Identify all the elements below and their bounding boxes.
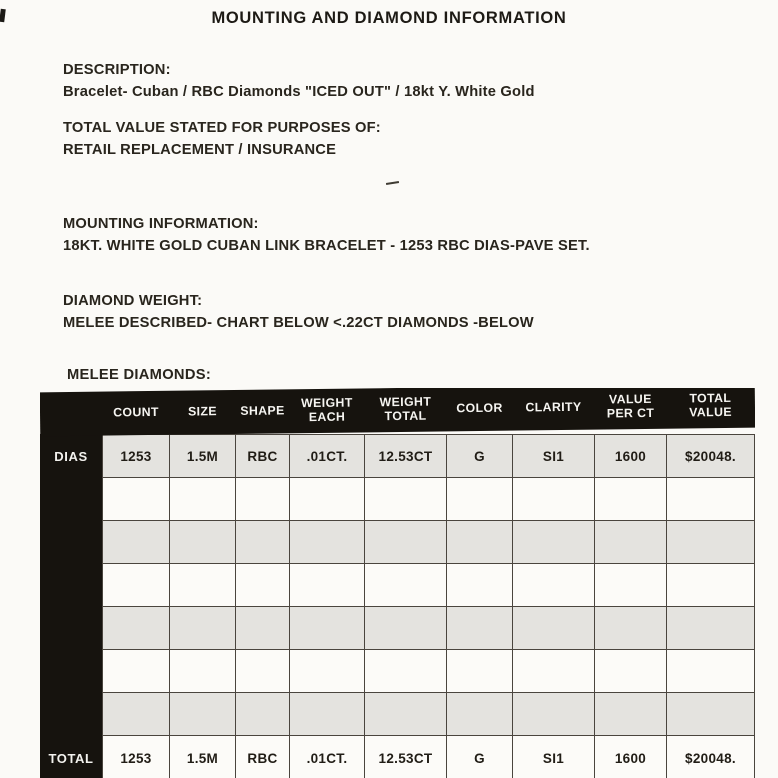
- cell-empty-4-total-value: [667, 607, 754, 649]
- row-label-total: TOTAL: [40, 735, 102, 778]
- stray-pen-mark: [386, 181, 399, 185]
- section-line: 18KT. WHITE GOLD CUBAN LINK BRACELET - 1253 RBC DIAS-PAVE SET.: [63, 238, 590, 254]
- cell-empty-2-weight-each: [290, 521, 364, 563]
- header-corner-cell: [40, 414, 102, 415]
- cell-empty-5-weight-each: [290, 650, 364, 692]
- row-label-dias: DIAS: [40, 434, 102, 478]
- section-mounting-information: [63, 213, 590, 257]
- cell-empty-1-color: [447, 478, 512, 520]
- cell-total-clarity: SI1: [513, 736, 594, 778]
- cell-empty-1-value-per-ct: [595, 478, 666, 520]
- cell-empty-2-size: [170, 521, 235, 563]
- row-label-empty-1: [40, 477, 102, 521]
- cell-empty-1-weight-total: [365, 478, 446, 520]
- table-header-row: [40, 388, 755, 436]
- cell-empty-5-value-per-ct: [595, 650, 666, 692]
- row-label-empty-4: [40, 606, 102, 650]
- melee-diamonds-caption: MELEE DIAMONDS:: [67, 367, 212, 383]
- section-line: RETAIL REPLACEMENT / INSURANCE: [63, 142, 337, 158]
- cell-empty-4-shape: [236, 607, 289, 649]
- section-label: MOUNTING INFORMATION:: [63, 216, 259, 232]
- cell-total-shape: RBC: [236, 736, 289, 778]
- section-label: DIAMOND WEIGHT:: [63, 293, 203, 309]
- cell-total-weight-total: 12.53CT: [365, 736, 446, 778]
- cell-empty-4-color: [447, 607, 512, 649]
- header-cell-count: COUNT: [113, 405, 159, 420]
- section-description: [63, 59, 535, 103]
- cell-empty-2-total-value: [667, 521, 754, 563]
- cell-empty-1-count: [103, 478, 169, 520]
- row-label-empty-2: [40, 520, 102, 564]
- header-cell-total-value: TOTAL VALUE: [689, 391, 733, 420]
- cell-empty-5-weight-total: [365, 650, 446, 692]
- cell-empty-6-shape: [236, 693, 289, 735]
- cell-empty-6-weight-each: [290, 693, 364, 735]
- cell-dias-total-value: $20048.: [667, 435, 754, 477]
- section-line: MELEE DESCRIBED- CHART BELOW <.22CT DIAMONDS -BELOW: [63, 315, 534, 331]
- cell-empty-1-weight-each: [290, 478, 364, 520]
- cell-empty-6-size: [170, 693, 235, 735]
- cell-empty-2-count: [103, 521, 169, 563]
- cell-dias-value-per-ct: 1600: [595, 435, 666, 477]
- cell-total-color: G: [447, 736, 512, 778]
- cell-empty-1-total-value: [667, 478, 754, 520]
- cell-empty-1-shape: [236, 478, 289, 520]
- cell-empty-2-value-per-ct: [595, 521, 666, 563]
- section-diamond-weight: [63, 290, 534, 334]
- cell-empty-6-color: [447, 693, 512, 735]
- cell-empty-2-color: [447, 521, 512, 563]
- diamond-table: [40, 388, 755, 778]
- cell-empty-3-weight-total: [365, 564, 446, 606]
- cell-empty-6-weight-total: [365, 693, 446, 735]
- cell-empty-5-shape: [236, 650, 289, 692]
- cell-empty-3-shape: [236, 564, 289, 606]
- section-label: DESCRIPTION:: [63, 62, 171, 78]
- cell-empty-4-weight-total: [365, 607, 446, 649]
- cell-total-value-per-ct: 1600: [595, 736, 666, 778]
- row-label-empty-3: [40, 563, 102, 607]
- cell-empty-3-size: [170, 564, 235, 606]
- cell-empty-6-value-per-ct: [595, 693, 666, 735]
- cell-total-weight-each: .01CT.: [290, 736, 364, 778]
- section-label: TOTAL VALUE STATED FOR PURPOSES OF:: [63, 120, 381, 136]
- cell-empty-2-shape: [236, 521, 289, 563]
- section-total-value-purpose: [63, 117, 381, 161]
- cell-empty-6-clarity: [513, 693, 594, 735]
- cell-empty-2-clarity: [513, 521, 594, 563]
- cell-empty-5-total-value: [667, 650, 754, 692]
- cell-dias-weight-each: .01CT.: [290, 435, 364, 477]
- header-cell-weight-total: WEIGHT TOTAL: [379, 394, 432, 424]
- cell-dias-clarity: SI1: [513, 435, 594, 477]
- cell-dias-count: 1253: [103, 435, 169, 477]
- section-line: Bracelet- Cuban / RBC Diamonds "ICED OUT" / 18kt Y. White Gold: [63, 84, 535, 100]
- row-label-empty-5: [40, 649, 102, 693]
- header-cell-value-per-ct: VALUE PER CT: [606, 392, 655, 421]
- cell-total-count: 1253: [103, 736, 169, 778]
- cell-empty-2-weight-total: [365, 521, 446, 563]
- cell-empty-1-clarity: [513, 478, 594, 520]
- cell-empty-3-total-value: [667, 564, 754, 606]
- cell-total-size: 1.5M: [170, 736, 235, 778]
- cell-empty-4-weight-each: [290, 607, 364, 649]
- cell-empty-3-clarity: [513, 564, 594, 606]
- cell-empty-1-size: [170, 478, 235, 520]
- header-cell-weight-each: WEIGHT EACH: [301, 395, 353, 425]
- cell-empty-3-color: [447, 564, 512, 606]
- header-cell-clarity: CLARITY: [525, 399, 582, 415]
- cell-empty-5-size: [170, 650, 235, 692]
- cell-empty-5-color: [447, 650, 512, 692]
- cell-dias-weight-total: 12.53CT: [365, 435, 446, 477]
- header-cell-color: COLOR: [456, 400, 503, 416]
- cell-dias-color: G: [447, 435, 512, 477]
- cell-empty-6-count: [103, 693, 169, 735]
- header-cell-shape: SHAPE: [240, 403, 285, 419]
- row-label-empty-6: [40, 692, 102, 736]
- table-body: [40, 434, 755, 778]
- cell-empty-4-count: [103, 607, 169, 649]
- cell-dias-size: 1.5M: [170, 435, 235, 477]
- cell-empty-3-count: [103, 564, 169, 606]
- cell-empty-3-weight-each: [290, 564, 364, 606]
- cell-empty-5-count: [103, 650, 169, 692]
- cell-empty-4-size: [170, 607, 235, 649]
- cell-empty-5-clarity: [513, 650, 594, 692]
- cell-empty-3-value-per-ct: [595, 564, 666, 606]
- cell-dias-shape: RBC: [236, 435, 289, 477]
- cell-total-total-value: $20048.: [667, 736, 754, 778]
- cell-empty-4-value-per-ct: [595, 607, 666, 649]
- page-title: MOUNTING AND DIAMOND INFORMATION: [211, 9, 567, 27]
- cell-empty-6-total-value: [667, 693, 754, 735]
- cell-empty-4-clarity: [513, 607, 594, 649]
- header-cell-size: SIZE: [187, 404, 218, 419]
